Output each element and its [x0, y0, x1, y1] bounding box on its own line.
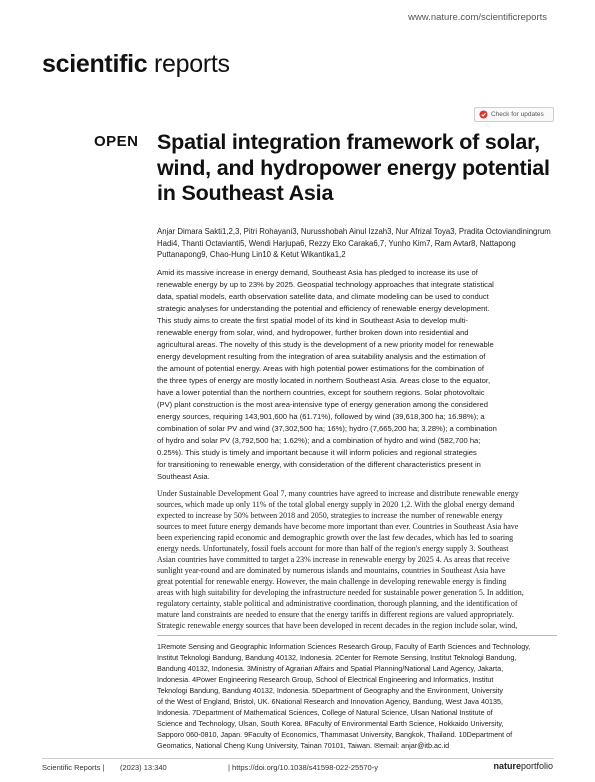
body-line: regulatory certainty, stable political and administrative coordination, thorough planning, and the identification of	[157, 599, 518, 608]
abstract-line: renewable energy by up to 23% by 2025. Geospatial technology approaches that integrate statistical	[157, 280, 494, 289]
check-for-updates-button[interactable]	[474, 107, 554, 122]
affiliation-line: of the West of England, Bristol, UK. 6National Research and Innovation Agency, Bandung, West Java 40135,	[157, 697, 504, 706]
affiliation-line: Bandung 40132, Indonesia. 3Ministry of Agrarian Affairs and Spatial Planning/National Land Agency, Jakarta,	[157, 664, 504, 673]
abstract-line: agricultural areas. The novelty of this study is the development of a new priority model for renewable	[157, 340, 494, 349]
brand-bold: scientific	[42, 50, 148, 78]
footer-doi-link[interactable]: | https://doi.org/10.1038/s41598-022-25570-y	[228, 763, 378, 772]
affiliation-line: Indonesia. 4Power Engineering Research Group, School of Electrical Engineering and Informatics, Institut	[157, 675, 494, 684]
body-line: great potential for renewable energy. However, the main challenge in developing renewable energy is finding	[157, 577, 507, 586]
abstract-line: the amount of potential energy. Areas with high potential power estimations for the combination of	[157, 364, 485, 373]
abstract-line: of hydro and solar PV (3,792,500 ha; 1.62%); and a combination of hydro and wind (582,700 ha;	[157, 436, 481, 445]
footer-journal-name: Scientific Reports |	[42, 763, 105, 772]
abstract-line: the three types of energy are mostly located in northern Southeast Asia. Areas close to the equator,	[157, 376, 491, 385]
publisher-logo[interactable]	[493, 761, 553, 771]
affiliation-line: Sapporo 060-0810, Japan. 9Faculty of Economics, Thammasat University, Bangkok, Thailand. 10Department of	[157, 730, 513, 739]
body-line: Strategic renewable energy sources that have been developed in recent decades in the region include solar, wind,	[157, 621, 518, 630]
affiliation-line: Teknologi Bandung, Bandung 40132, Indonesia. 5Department of Geography and the Environment, University	[157, 686, 504, 695]
body-line: areas with high suitability for developing the infrastructure needed for sustainable power generation 5. In addition,	[157, 588, 524, 597]
affiliation-line: Indonesia. 7Department of Mathematical Sciences, College of Natural Science, Ulsan National Institute of	[157, 708, 493, 717]
body-line: sunlight year-round and are dominated by numerous islands and mountains, countries in Southeast Asia have	[157, 566, 506, 575]
check-updates-label: Check for updates	[491, 111, 544, 118]
author-list: Anjar Dimara Sakti1,2,3, Pitri Rohayani3, Nurusshobah Ainul Izzah3, Nur Afrizal Toya3, Pradita Octoviandiningrum Hadi4, Thanti Octavianti5, Wendi Harjupa6, Rezzy Eko Caraka6,7, Yunho Kim7, Ram Avtar8, Nattapong Puttanapong9, Chao-Hung Lin10 & Ketut Wikantika1,2	[157, 227, 551, 259]
affiliation-line: Geomatics, National Cheng Kung University, Tainan 70101, Taiwan. ✉email: anjar@itb.ac.id	[157, 741, 450, 750]
abstract-line: renewable energy from solar, wind, and hydropower, further broken down into residential and	[157, 328, 469, 337]
journal-url[interactable]: www.nature.com/scientificreports	[408, 12, 547, 23]
body-line: Under Sustainable Development Goal 7, many countries have agreed to increase and distribute renewable energy	[157, 489, 519, 498]
abstract-line: Amid its massive increase in energy demand, Southeast Asia has pledged to increase its use of	[157, 268, 478, 277]
open-access-label: OPEN	[94, 133, 139, 150]
abstract-line: energy development resulting from the integration of area suitability analysis and the estimation of	[157, 352, 486, 361]
abstract-line: strategic analyses for understanding the potential and efficiency of renewable energy development.	[157, 304, 490, 313]
affiliation-line: Institut Teknologi Bandung, Bandung 40132, Indonesia. 2Center for Remote Sensing, Institut Teknologi Bandung,	[157, 653, 517, 662]
abstract-line: Southeast Asia.	[157, 472, 210, 481]
abstract-line: for transitioning to renewable energy, with consideration of the different characteristics present in	[157, 460, 481, 469]
journal-brand[interactable]	[42, 50, 230, 79]
abstract-line: data, spatial models, earth observation satellite data, and climate modeling can be used to conduct	[157, 292, 489, 301]
article-title: Spatial integration framework of solar, wind, and hydropower energy potential in Southeast Asia	[157, 130, 550, 205]
body-line: expected to increase by 50% between 2018 and 2050, strategies to increase the number of renewable energy	[157, 511, 503, 520]
body-line: sources to meet future energy demands have become more important than ever. Countries in Southeast Asia have	[157, 522, 519, 531]
body-line: been experiencing rapid economic and demographic growth over the last few decades, which has led to soaring	[157, 533, 514, 542]
affiliation-divider	[157, 635, 557, 636]
body-line: energy needs. Unfortunately, fossil fuels account for more than half of the region's energy supply 3. Southeast	[157, 544, 509, 553]
body-line: mature land constraints are needed to ensure that the energy tariffs in different regions are valued appropriately.	[157, 610, 514, 619]
abstract-line: have a lower potential than the northern countries, except for southern regions. Solar photovoltaic	[157, 388, 485, 397]
affiliation-line: 1Remote Sensing and Geographic Information Sciences Research Group, Faculty of Earth Sciences and Technology,	[157, 642, 531, 651]
abstract-line: 0.25%). This study is timely and important because it will inform policies and regional strategies	[157, 448, 477, 457]
affiliation-line: Science and Technology, Ulsan, South Korea. 8Faculty of Environmental Earth Science, Hokkaido University,	[157, 719, 504, 728]
footer-volume: (2023) 13:340	[120, 763, 167, 772]
body-line: Asian countries have committed to target a 23% increase in renewable energy by 2025 4. As areas that receive	[157, 555, 510, 564]
abstract-line: energy sources, requiring 143,901,600 ha (61.71%), followed by wind (39,618,300 ha; 16.98%); a	[157, 412, 485, 421]
body-line: sources, which made up only 11% of the total global energy supply in 2020 1,2. With the global energy demand	[157, 500, 515, 509]
abstract-line: combination of solar PV and wind (37,302,500 ha; 16%); hydro (7,665,200 ha; 3.28%); a combination	[157, 424, 497, 433]
check-updates-icon	[479, 110, 488, 119]
abstract-line: (PV) plant construction is the most area-intensive type of energy generation among the considered	[157, 400, 488, 409]
abstract-line: This study aims to create the first spatial model of its kind in Southeast Asia to develop multi-	[157, 316, 469, 325]
brand-light: reports	[154, 50, 230, 78]
publisher-bold: nature	[493, 761, 521, 771]
publisher-light: portfolio	[520, 761, 553, 771]
footer-divider	[42, 758, 554, 759]
